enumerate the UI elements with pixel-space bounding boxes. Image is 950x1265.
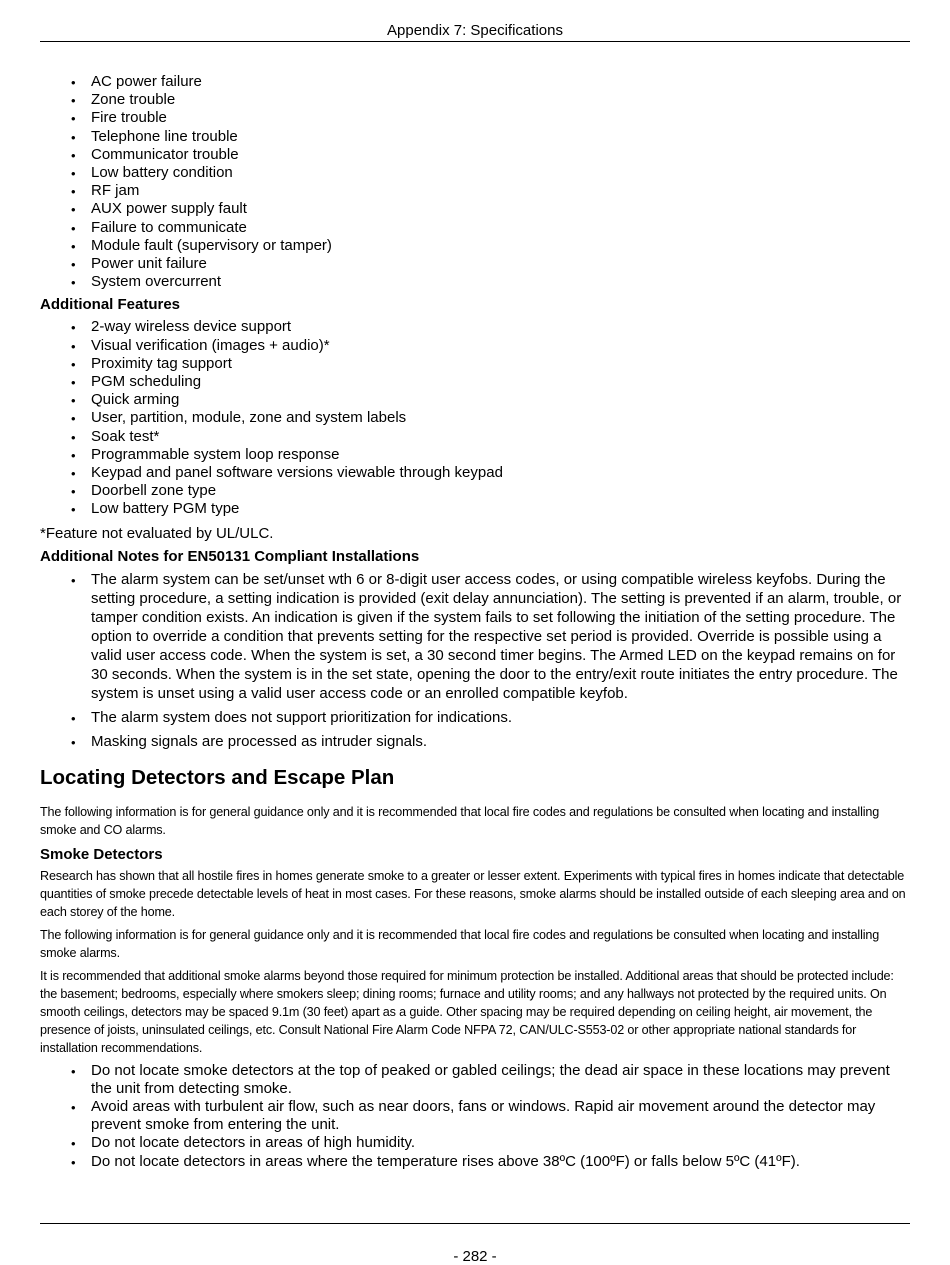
list-item: • Proximity tag support — [40, 355, 910, 373]
list-item: • Communicator trouble — [40, 146, 910, 164]
en50131-heading: Additional Notes for EN50131 Compliant Installations — [40, 547, 420, 565]
list-item: • Soak test* — [40, 428, 910, 446]
header-rule — [40, 41, 910, 42]
list-item: • Fire trouble — [40, 109, 910, 127]
list-item: • Avoid areas with turbulent air flow, such as near doors, fans or windows. Rapid air movement around the detector may prevent smoke from entering the unit. — [40, 1098, 910, 1134]
list-item: • AUX power supply fault — [40, 200, 910, 218]
feature-footnote: *Feature not evaluated by UL/ULC. — [40, 524, 274, 542]
page-header: Appendix 7: Specifications — [387, 22, 563, 39]
list-item: • Zone trouble — [40, 91, 910, 109]
list-item: • System overcurrent — [40, 273, 910, 291]
smoke-paragraph-3: It is recommended that additional smoke alarms beyond those required for minimum protection be installed. Additional areas that should be protected include: the basement; bedrooms, especially where smokers sleep; dining rooms; furnace and utility rooms; and any hallways not protected by the required units. On smooth ceilings, detectors may be spaced 9.1m (30 feet) apart as a guide. Other spacing may be required depending on ceiling height, air movement, the presence of joists, uninsulated ceilings, etc. Consult National Fire Alarm Code NFPA 72, CAN/ULC-S553-02 or other appropriate national standards for installation recommendations. — [40, 968, 894, 1055]
list-item: • Do not locate smoke detectors at the top of peaked or gabled ceilings; the dead air space in these locations may prevent the unit from detecting smoke. — [40, 1062, 910, 1098]
page-content — [40, 73, 910, 1171]
list-item: • Programmable system loop response — [40, 446, 910, 464]
locating-intro: The following information is for general guidance only and it is recommended that local fire codes and regulations be consulted when locating and installing smoke and CO alarms. — [40, 804, 880, 837]
list-item: • Keypad and panel software versions viewable through keypad — [40, 464, 910, 482]
list-item: • Do not locate detectors in areas of high humidity. — [40, 1134, 910, 1152]
en50131-list — [40, 570, 910, 751]
list-item: • PGM scheduling — [40, 373, 910, 391]
list-item: • AC power failure — [40, 73, 910, 91]
list-item: • The alarm system does not support prioritization for indications. — [40, 708, 910, 727]
list-item: • User, partition, module, zone and system labels — [40, 409, 910, 427]
smoke-detectors-heading: Smoke Detectors — [40, 845, 163, 863]
page-number: - 282 - — [453, 1248, 497, 1265]
list-item: • Power unit failure — [40, 255, 910, 273]
additional-features-list — [40, 318, 910, 518]
trouble-list — [40, 73, 910, 291]
list-item: • RF jam — [40, 182, 910, 200]
additional-features-heading: Additional Features — [40, 296, 181, 314]
smoke-paragraph-1: Research has shown that all hostile fires in homes generate smoke to a greater or lesser extent. Experiments with typical fires in homes indicate that detectable quantities of smoke precede detectable levels of heat in most cases. For these reasons, smoke alarms should be installed outside of each sleeping area and on each storey of the home. — [40, 868, 906, 919]
list-item: • Module fault (supervisory or tamper) — [40, 237, 910, 255]
list-item: • Low battery PGM type — [40, 500, 910, 518]
list-item: • Masking signals are processed as intruder signals. — [40, 732, 910, 751]
list-item: • Telephone line trouble — [40, 128, 910, 146]
footer-rule — [40, 1223, 910, 1224]
list-item: • Do not locate detectors in areas where the temperature rises above 38ºC (100ºF) or falls below 5ºC (41ºF). — [40, 1153, 910, 1171]
list-item: • Quick arming — [40, 391, 910, 409]
list-item: • Low battery condition — [40, 164, 910, 182]
list-item: • 2-way wireless device support — [40, 318, 910, 336]
smoke-placement-list — [40, 1062, 910, 1171]
list-item: • Visual verification (images + audio)* — [40, 337, 910, 355]
smoke-paragraph-2: The following information is for general guidance only and it is recommended that local fire codes and regulations be consulted when locating and installing smoke alarms. — [40, 927, 880, 960]
list-item: • The alarm system can be set/unset wth 6 or 8-digit user access codes, or using compatible wireless keyfobs. During the setting procedure, a setting indication is provided (exit delay annunciation). The setting is prevented if an alarm, trouble, or tamper condition exists. An indication is given if the system fails to set following the initiation of the setting procedure. The option to override a condition that prevents setting for the respective set period is provided. Override is possible using a valid user access code. When the system is set, a 30 second timer begins. The Armed LED on the keypad remains on for 30 seconds. When the system is in the set state, opening the door to the entry/exit route initiates the entry procedure. The system is unset using a valid user access code or an enrolled compatible keyfob. — [40, 570, 910, 703]
section-title: Locating Detectors and Escape Plan — [40, 765, 395, 789]
list-item: • Failure to communicate — [40, 219, 910, 237]
list-item: • Doorbell zone type — [40, 482, 910, 500]
